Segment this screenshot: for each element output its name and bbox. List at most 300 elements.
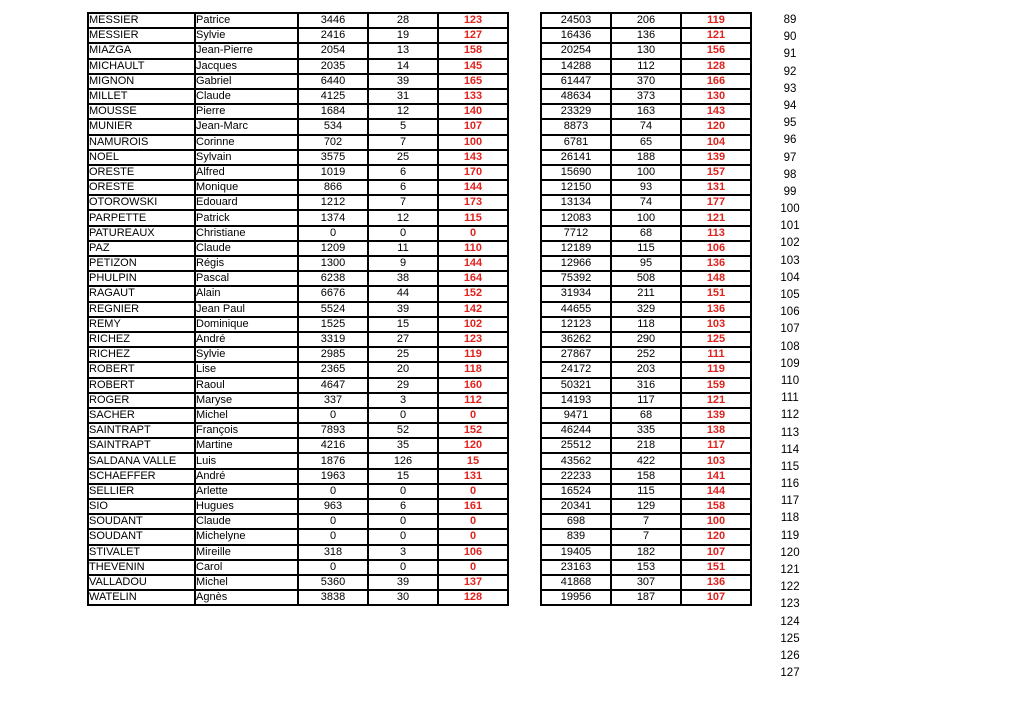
first-name-cell: Pierre	[195, 104, 298, 119]
first-name-cell: Patrick	[195, 210, 298, 225]
first-name-cell: Jean-Pierre	[195, 43, 298, 58]
first-name-cell: Alfred	[195, 165, 298, 180]
value-a-cell: 0	[298, 560, 368, 575]
value-e-cell: 118	[611, 317, 681, 332]
value-f-cell: 103	[681, 453, 751, 468]
rank-number: 125	[780, 632, 800, 645]
table-row	[88, 529, 508, 544]
value-e-cell: 130	[611, 43, 681, 58]
table-row	[88, 590, 508, 605]
value-f-cell: 113	[681, 226, 751, 241]
first-name-cell: Jacques	[195, 59, 298, 74]
first-name-cell: Patrice	[195, 13, 298, 28]
rank-number: 90	[783, 31, 797, 44]
last-name-cell: PATUREAUX	[88, 226, 195, 241]
value-d-cell: 75392	[541, 271, 611, 286]
value-b-cell: 12	[368, 104, 438, 119]
value-f-cell: 117	[681, 438, 751, 453]
value-f-cell: 136	[681, 302, 751, 317]
table-row	[88, 575, 508, 590]
value-d-cell: 43562	[541, 453, 611, 468]
value-c-cell: 170	[438, 165, 508, 180]
last-name-cell: THEVENIN	[88, 560, 195, 575]
value-c-cell: 119	[438, 347, 508, 362]
value-c-cell: 102	[438, 317, 508, 332]
value-e-cell: 252	[611, 347, 681, 362]
table-row	[88, 347, 508, 362]
table-row	[88, 469, 508, 484]
value-b-cell: 6	[368, 165, 438, 180]
table-row	[88, 271, 508, 286]
value-b-cell: 39	[368, 575, 438, 590]
value-c-cell: 107	[438, 119, 508, 134]
value-e-cell: 115	[611, 241, 681, 256]
first-name-cell: Carol	[195, 560, 298, 575]
value-f-cell: 144	[681, 484, 751, 499]
value-c-cell: 120	[438, 438, 508, 453]
value-f-cell: 120	[681, 119, 751, 134]
value-c-cell: 137	[438, 575, 508, 590]
value-a-cell: 2035	[298, 59, 368, 74]
value-e-cell: 329	[611, 302, 681, 317]
table-row	[541, 575, 751, 590]
rank-number: 110	[780, 374, 800, 387]
value-f-cell: 177	[681, 195, 751, 210]
value-e-cell: 68	[611, 408, 681, 423]
left-results-table	[87, 12, 509, 606]
table-row	[88, 423, 508, 438]
rank-number: 120	[780, 546, 800, 559]
value-b-cell: 39	[368, 302, 438, 317]
value-e-cell: 68	[611, 226, 681, 241]
value-f-cell: 103	[681, 317, 751, 332]
value-a-cell: 0	[298, 226, 368, 241]
value-a-cell: 2416	[298, 28, 368, 43]
table-row	[541, 226, 751, 241]
value-f-cell: 130	[681, 89, 751, 104]
table-row	[88, 28, 508, 43]
value-a-cell: 702	[298, 135, 368, 150]
value-e-cell: 370	[611, 74, 681, 89]
value-f-cell: 121	[681, 393, 751, 408]
table-row	[541, 469, 751, 484]
value-f-cell: 136	[681, 256, 751, 271]
value-c-cell: 0	[438, 226, 508, 241]
table-row	[541, 210, 751, 225]
table-row	[541, 438, 751, 453]
table-row	[88, 89, 508, 104]
first-name-cell: Régis	[195, 256, 298, 271]
table-row	[88, 499, 508, 514]
table-row	[88, 150, 508, 165]
table-row	[541, 135, 751, 150]
value-b-cell: 52	[368, 423, 438, 438]
value-b-cell: 20	[368, 362, 438, 377]
table-row	[88, 59, 508, 74]
last-name-cell: MIAZGA	[88, 43, 195, 58]
value-e-cell: 129	[611, 499, 681, 514]
value-f-cell: 151	[681, 560, 751, 575]
value-a-cell: 318	[298, 545, 368, 560]
first-name-cell: Mireille	[195, 545, 298, 560]
table-row	[88, 195, 508, 210]
table-row	[541, 590, 751, 605]
value-e-cell: 422	[611, 453, 681, 468]
value-e-cell: 290	[611, 332, 681, 347]
value-e-cell: 153	[611, 560, 681, 575]
table-row	[541, 514, 751, 529]
rank-number: 96	[783, 134, 797, 147]
last-name-cell: ROBERT	[88, 362, 195, 377]
value-d-cell: 36262	[541, 332, 611, 347]
value-c-cell: 0	[438, 514, 508, 529]
value-f-cell: 136	[681, 575, 751, 590]
table-row	[88, 74, 508, 89]
rank-number: 92	[783, 65, 797, 78]
value-e-cell: 100	[611, 165, 681, 180]
first-name-cell: Pascal	[195, 271, 298, 286]
first-name-cell: Michel	[195, 408, 298, 423]
value-b-cell: 12	[368, 210, 438, 225]
table-row	[88, 226, 508, 241]
value-b-cell: 39	[368, 74, 438, 89]
value-e-cell: 188	[611, 150, 681, 165]
value-f-cell: 139	[681, 150, 751, 165]
rank-number: 97	[783, 151, 797, 164]
rank-number: 94	[783, 99, 797, 112]
value-e-cell: 158	[611, 469, 681, 484]
value-b-cell: 0	[368, 514, 438, 529]
value-d-cell: 20341	[541, 499, 611, 514]
value-d-cell: 13134	[541, 195, 611, 210]
rank-number: 121	[780, 564, 800, 576]
last-name-cell: MOUSSE	[88, 104, 195, 119]
value-a-cell: 6440	[298, 74, 368, 89]
value-d-cell: 24172	[541, 362, 611, 377]
value-b-cell: 0	[368, 226, 438, 241]
value-d-cell: 50321	[541, 378, 611, 393]
value-e-cell: 7	[611, 514, 681, 529]
table-row	[541, 195, 751, 210]
value-d-cell: 61447	[541, 74, 611, 89]
value-b-cell: 5	[368, 119, 438, 134]
last-name-cell: MESSIER	[88, 28, 195, 43]
value-b-cell: 7	[368, 195, 438, 210]
value-b-cell: 3	[368, 393, 438, 408]
last-name-cell: ROGER	[88, 393, 195, 408]
table-row	[88, 165, 508, 180]
value-f-cell: 104	[681, 135, 751, 150]
first-name-cell: Maryse	[195, 393, 298, 408]
value-a-cell: 2365	[298, 362, 368, 377]
value-f-cell: 106	[681, 241, 751, 256]
last-name-cell: ORESTE	[88, 165, 195, 180]
table-row	[541, 408, 751, 423]
value-d-cell: 698	[541, 514, 611, 529]
last-name-cell: MILLET	[88, 89, 195, 104]
first-name-cell: Sylvie	[195, 28, 298, 43]
last-name-cell: RAGAUT	[88, 286, 195, 301]
rank-number: 109	[780, 357, 800, 370]
value-c-cell: 123	[438, 332, 508, 347]
value-f-cell: 107	[681, 590, 751, 605]
value-b-cell: 30	[368, 590, 438, 605]
first-name-cell: Michelyne	[195, 529, 298, 544]
value-d-cell: 48634	[541, 89, 611, 104]
table-row	[541, 150, 751, 165]
value-e-cell: 74	[611, 119, 681, 134]
value-c-cell: 165	[438, 74, 508, 89]
table-row	[88, 362, 508, 377]
first-name-cell: Edouard	[195, 195, 298, 210]
value-e-cell: 136	[611, 28, 681, 43]
value-f-cell: 143	[681, 104, 751, 119]
value-c-cell: 144	[438, 180, 508, 195]
table-row	[88, 104, 508, 119]
value-c-cell: 123	[438, 13, 508, 28]
value-c-cell: 142	[438, 302, 508, 317]
rank-number: 103	[780, 254, 800, 267]
value-a-cell: 7893	[298, 423, 368, 438]
value-c-cell: 0	[438, 408, 508, 423]
table-row	[541, 43, 751, 58]
value-c-cell: 161	[438, 499, 508, 514]
value-e-cell: 7	[611, 529, 681, 544]
value-e-cell: 203	[611, 362, 681, 377]
value-c-cell: 145	[438, 59, 508, 74]
table-row	[88, 180, 508, 195]
rank-number: 102	[780, 237, 800, 250]
value-d-cell: 14193	[541, 393, 611, 408]
last-name-cell: PARPETTE	[88, 210, 195, 225]
value-b-cell: 27	[368, 332, 438, 347]
first-name-cell: Claude	[195, 89, 298, 104]
value-f-cell: 125	[681, 332, 751, 347]
table-row	[541, 423, 751, 438]
value-c-cell: 140	[438, 104, 508, 119]
value-c-cell: 158	[438, 43, 508, 58]
value-a-cell: 1684	[298, 104, 368, 119]
value-a-cell: 4125	[298, 89, 368, 104]
value-c-cell: 112	[438, 393, 508, 408]
value-e-cell: 316	[611, 378, 681, 393]
value-b-cell: 14	[368, 59, 438, 74]
value-e-cell: 307	[611, 575, 681, 590]
value-c-cell: 131	[438, 469, 508, 484]
value-a-cell: 4216	[298, 438, 368, 453]
first-name-cell: Claude	[195, 514, 298, 529]
value-c-cell: 152	[438, 423, 508, 438]
value-a-cell: 1209	[298, 241, 368, 256]
value-f-cell: 121	[681, 28, 751, 43]
value-b-cell: 28	[368, 13, 438, 28]
value-f-cell: 119	[681, 13, 751, 28]
table-row	[88, 408, 508, 423]
table-row	[88, 393, 508, 408]
last-name-cell: STIVALET	[88, 545, 195, 560]
value-a-cell: 1963	[298, 469, 368, 484]
table-row	[541, 560, 751, 575]
last-name-cell: SOUDANT	[88, 514, 195, 529]
value-f-cell: 151	[681, 286, 751, 301]
table-row	[541, 104, 751, 119]
rank-number: 108	[780, 340, 800, 353]
table-row	[541, 13, 751, 28]
value-d-cell: 12123	[541, 317, 611, 332]
last-name-cell: SACHER	[88, 408, 195, 423]
value-f-cell: 100	[681, 514, 751, 529]
rank-number: 122	[780, 581, 800, 594]
value-d-cell: 839	[541, 529, 611, 544]
table-row	[88, 256, 508, 271]
value-b-cell: 35	[368, 438, 438, 453]
table-row	[88, 438, 508, 453]
value-c-cell: 144	[438, 256, 508, 271]
table-row	[541, 241, 751, 256]
value-a-cell: 5524	[298, 302, 368, 317]
rank-number: 104	[780, 271, 800, 284]
first-name-cell: François	[195, 423, 298, 438]
value-b-cell: 126	[368, 453, 438, 468]
first-name-cell: Gabriel	[195, 74, 298, 89]
value-c-cell: 100	[438, 135, 508, 150]
value-d-cell: 20254	[541, 43, 611, 58]
last-name-cell: MICHAULT	[88, 59, 195, 74]
value-a-cell: 2985	[298, 347, 368, 362]
table-row	[541, 393, 751, 408]
value-f-cell: 120	[681, 529, 751, 544]
value-d-cell: 12150	[541, 180, 611, 195]
value-a-cell: 0	[298, 529, 368, 544]
rank-number: 99	[783, 185, 797, 198]
last-name-cell: MESSIER	[88, 13, 195, 28]
rank-number: 95	[783, 117, 797, 130]
table-row	[88, 43, 508, 58]
value-b-cell: 6	[368, 180, 438, 195]
table-row	[541, 302, 751, 317]
value-c-cell: 173	[438, 195, 508, 210]
value-a-cell: 3838	[298, 590, 368, 605]
value-b-cell: 0	[368, 408, 438, 423]
table-row	[88, 210, 508, 225]
table-row	[88, 484, 508, 499]
rank-number: 126	[780, 649, 800, 662]
last-name-cell: WATELIN	[88, 590, 195, 605]
value-d-cell: 22233	[541, 469, 611, 484]
rank-number: 113	[780, 426, 800, 439]
last-name-cell: REGNIER	[88, 302, 195, 317]
value-e-cell: 115	[611, 484, 681, 499]
rank-number: 118	[780, 512, 800, 525]
rank-number: 124	[780, 615, 800, 628]
table-row	[541, 74, 751, 89]
first-name-cell: Alain	[195, 286, 298, 301]
first-name-cell: Christiane	[195, 226, 298, 241]
value-d-cell: 19956	[541, 590, 611, 605]
table-row	[88, 317, 508, 332]
value-a-cell: 1374	[298, 210, 368, 225]
value-d-cell: 25512	[541, 438, 611, 453]
value-d-cell: 7712	[541, 226, 611, 241]
first-name-cell: Dominique	[195, 317, 298, 332]
value-c-cell: 106	[438, 545, 508, 560]
value-c-cell: 115	[438, 210, 508, 225]
table-row	[88, 241, 508, 256]
value-f-cell: 139	[681, 408, 751, 423]
value-e-cell: 65	[611, 135, 681, 150]
table-row	[541, 256, 751, 271]
value-a-cell: 0	[298, 408, 368, 423]
table-row	[88, 302, 508, 317]
value-e-cell: 100	[611, 210, 681, 225]
value-a-cell: 0	[298, 484, 368, 499]
value-e-cell: 508	[611, 271, 681, 286]
value-d-cell: 26141	[541, 150, 611, 165]
value-b-cell: 25	[368, 347, 438, 362]
first-name-cell: Corinne	[195, 135, 298, 150]
table-row	[541, 89, 751, 104]
table-row	[88, 378, 508, 393]
table-row	[541, 332, 751, 347]
table-row	[541, 453, 751, 468]
last-name-cell: SALDANA VALLE	[88, 453, 195, 468]
last-name-cell: OTOROWSKI	[88, 195, 195, 210]
value-c-cell: 110	[438, 241, 508, 256]
value-b-cell: 31	[368, 89, 438, 104]
value-f-cell: 159	[681, 378, 751, 393]
table-row	[541, 165, 751, 180]
rank-number: 123	[780, 598, 800, 611]
value-d-cell: 27867	[541, 347, 611, 362]
value-a-cell: 3319	[298, 332, 368, 347]
value-c-cell: 0	[438, 529, 508, 544]
last-name-cell: MUNIER	[88, 119, 195, 134]
value-a-cell: 963	[298, 499, 368, 514]
value-e-cell: 93	[611, 180, 681, 195]
value-e-cell: 218	[611, 438, 681, 453]
last-name-cell: NAMUROIS	[88, 135, 195, 150]
table-row	[88, 13, 508, 28]
value-c-cell: 0	[438, 560, 508, 575]
rank-number: 107	[780, 323, 800, 336]
value-e-cell: 117	[611, 393, 681, 408]
table-row	[541, 286, 751, 301]
value-d-cell: 44655	[541, 302, 611, 317]
value-e-cell: 182	[611, 545, 681, 560]
first-name-cell: André	[195, 332, 298, 347]
table-row	[88, 514, 508, 529]
table-row	[88, 286, 508, 301]
last-name-cell: SOUDANT	[88, 529, 195, 544]
first-name-cell: Monique	[195, 180, 298, 195]
rank-number: 105	[780, 289, 800, 301]
table-row	[541, 317, 751, 332]
value-e-cell: 112	[611, 59, 681, 74]
table-row	[88, 560, 508, 575]
value-a-cell: 5360	[298, 575, 368, 590]
table-row	[541, 378, 751, 393]
table-row	[88, 545, 508, 560]
last-name-cell: SELLIER	[88, 484, 195, 499]
value-e-cell: 74	[611, 195, 681, 210]
value-f-cell: 107	[681, 545, 751, 560]
last-name-cell: REMY	[88, 317, 195, 332]
last-name-cell: PAZ	[88, 241, 195, 256]
value-d-cell: 14288	[541, 59, 611, 74]
value-a-cell: 1525	[298, 317, 368, 332]
first-name-cell: Raoul	[195, 378, 298, 393]
value-f-cell: 158	[681, 499, 751, 514]
